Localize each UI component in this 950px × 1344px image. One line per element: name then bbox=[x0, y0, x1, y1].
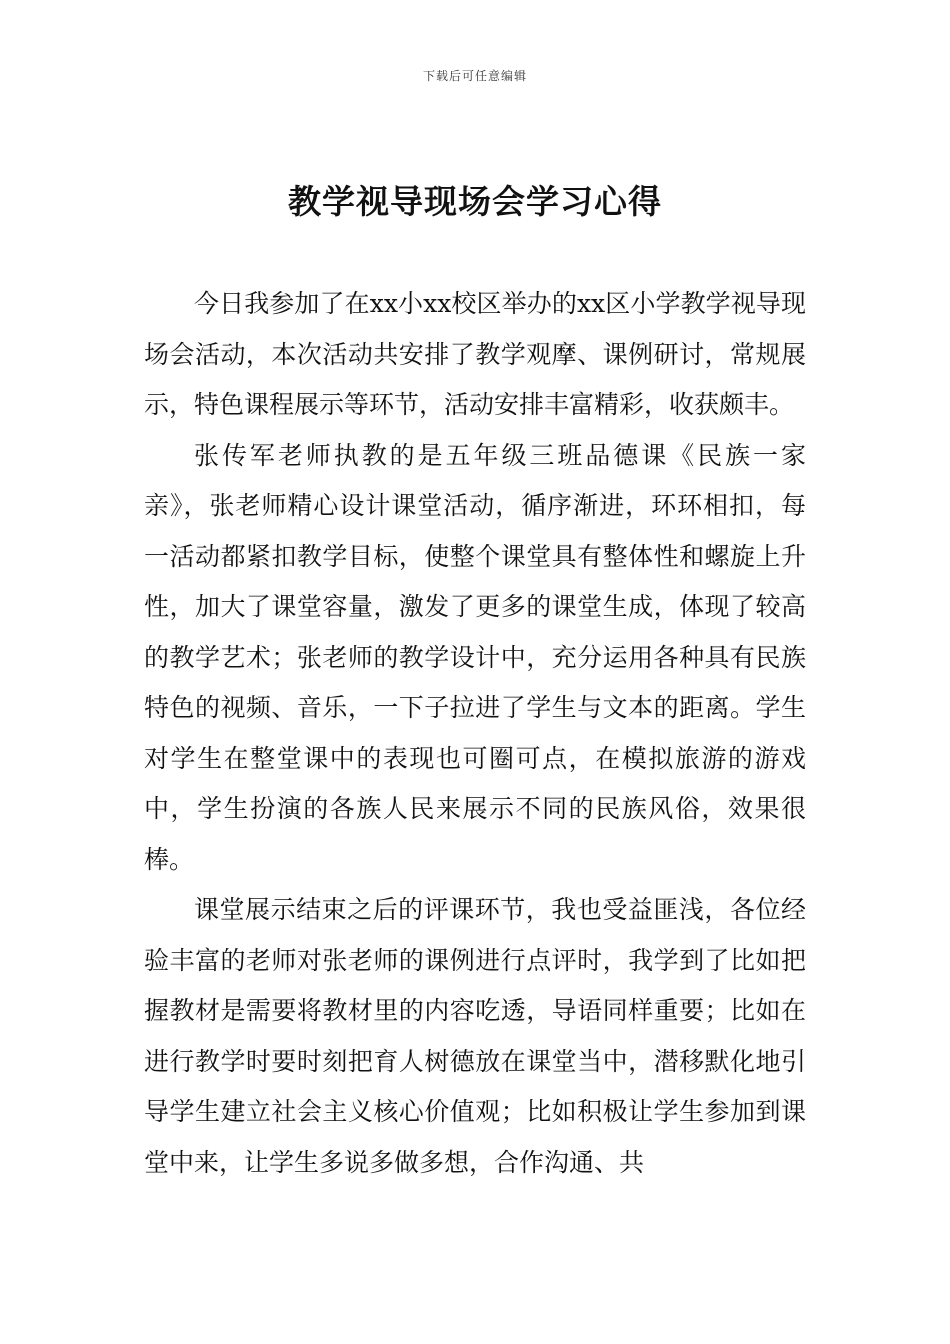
paragraph-2: 张传军老师执教的是五年级三班品德课《民族一家亲》，张老师精心设计课堂活动，循序渐进，环环相扣，每一活动都紧扣教学目标，使整个课堂具有整体性和螺旋上升性，加大了课堂容量，激发了更多的课堂生成，体现了较高的教学艺术；张老师的教学设计中，充分运用各种具有民族特色的视频、音乐，一下子拉进了学生与文本的距离。学生对学生在整堂课中的表现也可圈可点，在模拟旅游的游戏中，学生扮演的各族人民来展示不同的民族风俗，效果很棒。 bbox=[144, 440, 806, 874]
header-note: 下载后可任意编辑 bbox=[422, 69, 527, 83]
paragraph-3: 课堂展示结束之后的评课环节，我也受益匪浅，各位经验丰富的老师对张老师的课例进行点评时，我学到了比如把握教材是需要将教材里的内容吃透，导语同样重要；比如在进行教学时要时刻把育人树德放在课堂当中，潜移默化地引导学生建立社会主义核心价值观；比如积极让学生参加到课堂中来，让学生多说多做多想，合作沟通、共 bbox=[144, 895, 806, 1177]
document-title: 教学视导现场会学习心得 bbox=[288, 182, 662, 221]
paragraph-1: 今日我参加了在xx小xx校区举办的xx区小学教学视导现场会活动，本次活动共安排了教学观摩、课例研讨，常规展示，特色课程展示等环节，活动安排丰富精彩，收获颇丰。 bbox=[144, 289, 806, 419]
document-body bbox=[144, 279, 806, 1188]
